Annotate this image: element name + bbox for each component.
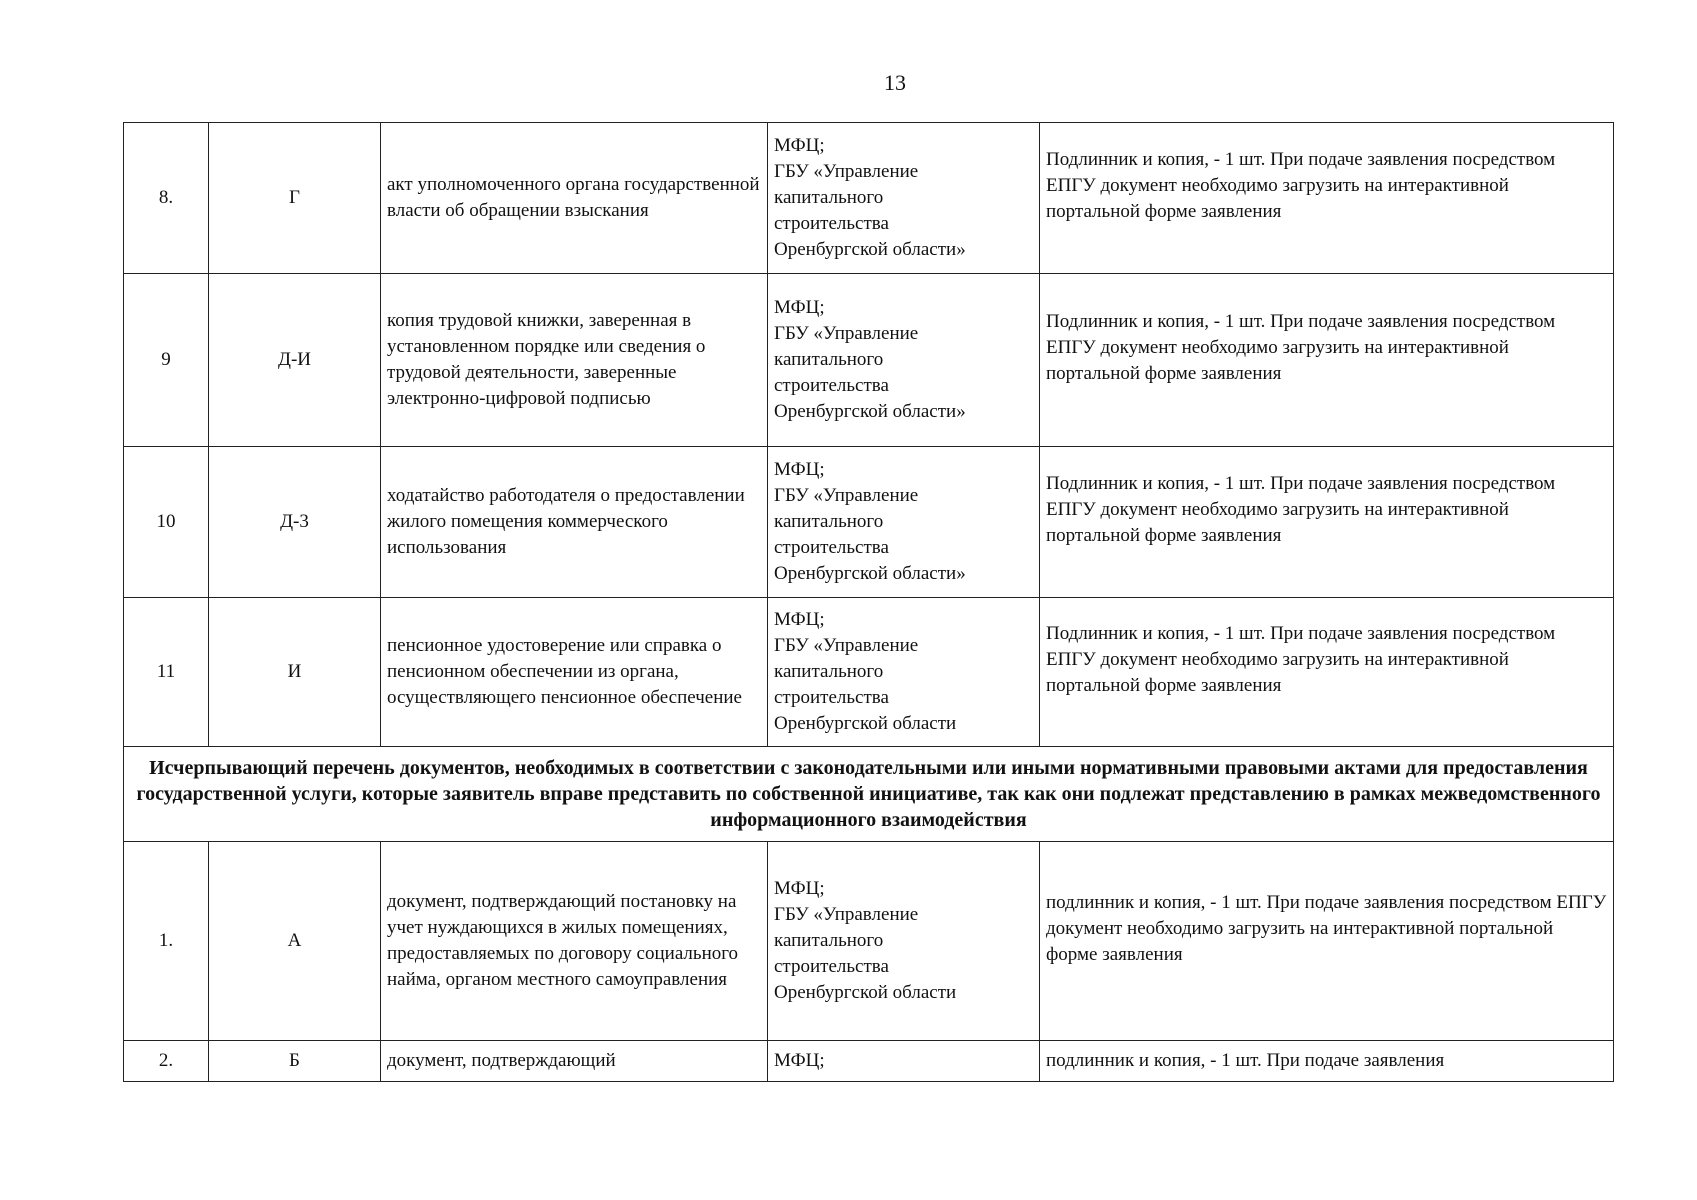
org-line: ГБУ «Управление: [774, 161, 919, 182]
table-row: [124, 447, 1614, 598]
org-line: МФЦ;: [774, 609, 825, 630]
org-line: Оренбургской области»: [774, 239, 966, 260]
document-name: акт уполномоченного органа государственной власти об обращении взыскания: [381, 123, 768, 274]
row-number: 10: [124, 447, 209, 598]
document-name: ходатайство работодателя о предоставлении жилого помещения коммерческого использования: [381, 447, 768, 598]
row-code: А: [209, 842, 381, 1041]
row-number: 8.: [124, 123, 209, 274]
org-line: Оренбургской области: [774, 982, 957, 1003]
submission-note: [1040, 274, 1614, 447]
row-number: 2.: [124, 1041, 209, 1082]
section-heading-row: [124, 747, 1614, 842]
org-line: Оренбургской области: [774, 713, 957, 734]
note-text: подлинник и копия, - 1 шт. При подаче заявления посредством ЕПГУ документ необходимо загрузить на интерактивной портальной форме заявления: [1046, 892, 1607, 965]
page-number: 13: [884, 70, 906, 95]
documents-table: [123, 122, 1614, 1082]
row-code: Б: [209, 1041, 381, 1082]
org-line: МФЦ;: [774, 878, 825, 899]
note-text: Подлинник и копия, - 1 шт. При подаче заявления посредством ЕПГУ документ необходимо загрузить на интерактивной портальной форме заявления: [1046, 623, 1556, 696]
org-line: МФЦ;: [774, 135, 825, 156]
submission-note: [1040, 447, 1614, 598]
table-row: [124, 842, 1614, 1041]
note-text: подлинник и копия, - 1 шт. При подаче заявления: [1046, 1050, 1445, 1071]
note-text: Подлинник и копия, - 1 шт. При подаче заявления посредством ЕПГУ документ необходимо загрузить на интерактивной портальной форме заявления: [1046, 311, 1556, 384]
org-line: капитального: [774, 661, 884, 682]
document-name: пенсионное удостоверение или справка о пенсионном обеспечении из органа, осуществляющего пенсионное обеспечение: [381, 598, 768, 747]
org-line: ГБУ «Управление: [774, 635, 919, 656]
org-line: ГБУ «Управление: [774, 485, 919, 506]
row-number: 9: [124, 274, 209, 447]
row-code: Г: [209, 123, 381, 274]
org-line: строительства: [774, 213, 889, 234]
table-row: [124, 274, 1614, 447]
org-line: Оренбургской области»: [774, 563, 966, 584]
org-line: строительства: [774, 375, 889, 396]
issuing-organization: [768, 123, 1040, 274]
row-code: Д-И: [209, 274, 381, 447]
issuing-organization: [768, 274, 1040, 447]
row-number: 11: [124, 598, 209, 747]
document-name: документ, подтверждающий постановку на учет нуждающихся в жилых помещениях, предоставляемых по договору социального найма, органом местного самоуправления: [381, 842, 768, 1041]
submission-note: [1040, 598, 1614, 747]
submission-note: [1040, 842, 1614, 1041]
org-line: капитального: [774, 930, 884, 951]
issuing-organization: [768, 598, 1040, 747]
row-code: И: [209, 598, 381, 747]
table-row: [124, 123, 1614, 274]
document-name: копия трудовой книжки, заверенная в установленном порядке или сведения о трудовой деятельности, заверенные электронно-цифровой подписью: [381, 274, 768, 447]
org-line: капитального: [774, 187, 884, 208]
org-line: строительства: [774, 687, 889, 708]
row-number: 1.: [124, 842, 209, 1041]
org-line: Оренбургской области»: [774, 401, 966, 422]
table-row: [124, 598, 1614, 747]
submission-note: [1040, 1041, 1614, 1082]
org-line: капитального: [774, 511, 884, 532]
org-line: МФЦ;: [774, 459, 825, 480]
issuing-organization: [768, 1041, 1040, 1082]
org-line: капитального: [774, 349, 884, 370]
document-name: документ, подтверждающий: [381, 1041, 768, 1082]
org-line: ГБУ «Управление: [774, 323, 919, 344]
note-text: Подлинник и копия, - 1 шт. При подаче заявления посредством ЕПГУ документ необходимо загрузить на интерактивной портальной форме заявления: [1046, 473, 1556, 546]
org-line: строительства: [774, 956, 889, 977]
org-line: МФЦ;: [774, 297, 825, 318]
org-line: МФЦ;: [774, 1050, 825, 1071]
section-heading: Исчерпывающий перечень документов, необходимых в соответствии с законодательными или иными нормативными правовыми актами для предоставления государственной услуги, которые заявитель вправе представить по собственной инициативе, так как они подлежат представлению в рамках межведомственного информационного взаимодействия: [124, 747, 1614, 842]
issuing-organization: [768, 447, 1040, 598]
note-text: Подлинник и копия, - 1 шт. При подаче заявления посредством ЕПГУ документ необходимо загрузить на интерактивной портальной форме заявления: [1046, 149, 1556, 222]
row-code: Д-3: [209, 447, 381, 598]
org-line: строительства: [774, 537, 889, 558]
submission-note: [1040, 123, 1614, 274]
org-line: ГБУ «Управление: [774, 904, 919, 925]
issuing-organization: [768, 842, 1040, 1041]
table-row: [124, 1041, 1614, 1082]
